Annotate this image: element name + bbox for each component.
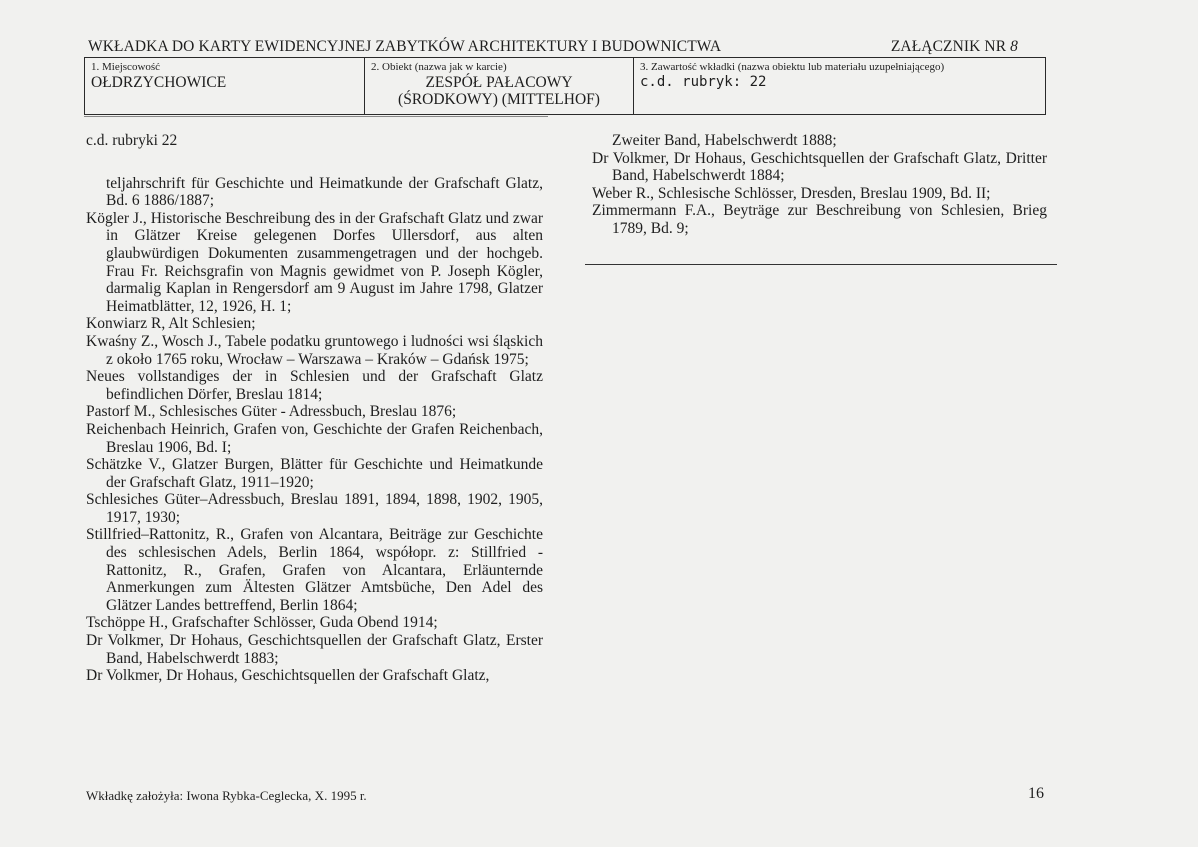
section-heading: c.d. rubryki 22 bbox=[86, 132, 178, 149]
bibliography-entry: Weber R., Schlesische Schlösser, Dresden, Breslau 1909, Bd. II; bbox=[592, 184, 991, 202]
locality-value: OŁDRZYCHOWICE bbox=[91, 74, 227, 91]
annex-label-group bbox=[891, 38, 1018, 56]
bibliography-entry: Stillfried–Rattonitz, R., Grafen von Alcantara, Beiträge zur Geschichte des schlesischen Adels, Berlin 1864, współopr. z: Stillfried - Rattonitz, R., Grafen, Grafen von Alcantara, Erläunternde Anmerkungen zum Ältesten Glätzer Amtsbüche, Den Adel des Glätzer Landes bettreffend, Berlin 1864; bbox=[86, 526, 543, 614]
right-column bbox=[592, 132, 1047, 238]
annex-number: 8 bbox=[1010, 38, 1018, 55]
contents-cell bbox=[633, 58, 1045, 114]
object-label: 2. Obiekt (nazwa jak w karcie) bbox=[371, 61, 507, 73]
locality-label: 1. Miejscowość bbox=[91, 61, 161, 73]
document-title: WKŁADKA DO KARTY EWIDENCYJNEJ ZABYTKÓW ARCHITEKTURY I BUDOWNICTWA bbox=[88, 38, 722, 55]
annex-label: ZAŁĄCZNIK NR bbox=[890, 38, 1007, 55]
bibliography-entry-continuation: teljahrschrift für Geschichte und Heimatkunde der Grafschaft Glatz, Bd. 6 1886/1887; bbox=[106, 174, 543, 210]
object-value-line1: ZESPÓŁ PAŁACOWY bbox=[425, 74, 573, 91]
bibliography-entry: Dr Volkmer, Dr Hohaus, Geschichtsquellen der Grafschaft Glatz, Erster Band, Habelschwerdt 1883; bbox=[86, 632, 543, 667]
object-value-line2: (ŚRODKOWY) (MITTELHOF) bbox=[398, 91, 600, 108]
bibliography-entry: Pastorf M., Schlesisches Güter - Adressbuch, Breslau 1876; bbox=[86, 403, 457, 421]
contents-value: c.d. rubryk: 22 bbox=[640, 74, 767, 90]
bibliography-entry: Konwiarz R, Alt Schlesien; bbox=[86, 315, 256, 333]
bibliography-entry: Kwaśny Z., Wosch J., Tabele podatku gruntowego i ludności wsi śląskich z około 1765 roku, Wrocław – Warszawa – Kraków – Gdańsk 1975; bbox=[86, 332, 543, 368]
end-of-text-rule bbox=[585, 264, 1057, 265]
bibliography-entry: Tschöppe H., Grafschafter Schlösser, Guda Obend 1914; bbox=[86, 614, 438, 632]
bibliography-entry: Kögler J., Historische Beschreibung des in der Grafschaft Glatz und zwar in Glätzer Kreise gelegenen Dorfes Ullersdorf, aus alten glaubwürdigen Dokumenten zusammengetragen und der hochgeb. Frau Fr. Reichsgrafin von Magnis gewidmet von P. Joseph Kögler, darmalig Kaplan in Rengersdorf am 9 August im Jahre 1798, Glatzer Heimatblätter, 12, 1926, H. 1; bbox=[86, 209, 543, 315]
bibliography-entry: Schlesiches Güter–Adressbuch, Breslau 1891, 1894, 1898, 1902, 1905, 1917, 1930; bbox=[86, 491, 543, 526]
bibliography-entry: Neues vollstandiges der in Schlesien und der Grafschaft Glatz befindlichen Dörfer, Breslau 1814; bbox=[86, 368, 543, 403]
bibliography-entry: Schätzke V., Glatzer Burgen, Blätter für Geschichte und Heimatkunde der Grafschaft Glatz, 1911–1920; bbox=[86, 456, 543, 491]
bibliography-entry: Zimmermann F.A., Beyträge zur Beschreibung von Schlesien, Brieg 1789, Bd. 9; bbox=[592, 202, 1047, 237]
table-underline bbox=[84, 116, 548, 117]
footer-author: Wkładkę założyła: Iwona Rybka-Ceglecka, X. 1995 r. bbox=[86, 788, 367, 803]
locality-cell bbox=[85, 58, 364, 114]
metadata-table bbox=[84, 57, 1046, 115]
object-cell bbox=[364, 58, 633, 114]
bibliography-entry-continuation: Zweiter Band, Habelschwerdt 1888; bbox=[612, 132, 837, 149]
contents-label: 3. Zawartość wkładki (nazwa obiektu lub materiału uzupełniającego) bbox=[640, 61, 945, 73]
header bbox=[88, 38, 1018, 56]
left-column bbox=[86, 132, 543, 685]
bibliography-entry: Reichenbach Heinrich, Grafen von, Geschichte der Grafen Reichenbach, Breslau 1906, Bd. I; bbox=[86, 420, 543, 456]
bibliography-entry: Dr Volkmer, Dr Hohaus, Geschichtsquellen der Grafschaft Glatz, bbox=[86, 667, 490, 685]
bibliography-entry: Dr Volkmer, Dr Hohaus, Geschichtsquellen der Grafschaft Glatz, Dritter Band, Habelschwerdt 1884; bbox=[592, 149, 1047, 185]
page-number: 16 bbox=[1028, 785, 1044, 802]
